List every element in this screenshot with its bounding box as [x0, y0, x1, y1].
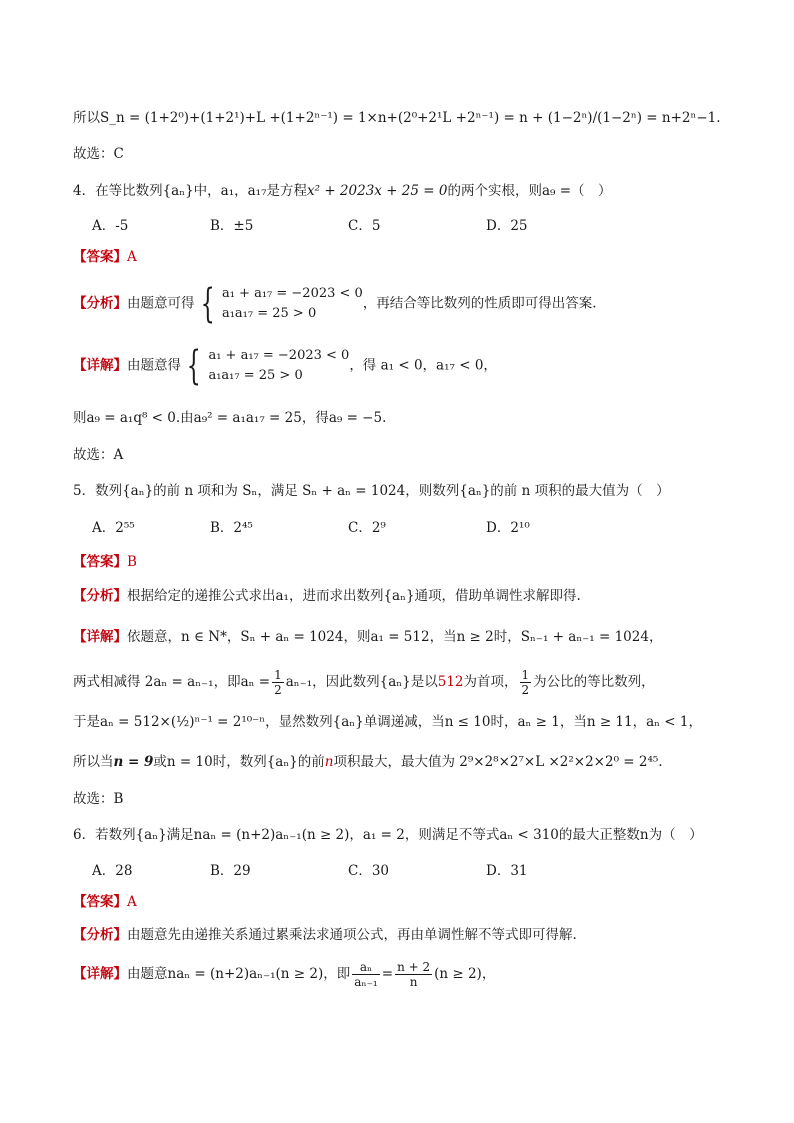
- q5-detail-line2: 两式相减得 2aₙ = aₙ₋₁，即aₙ = $\frac{1}{2}$ aₙ₋₁，因此数列{aₙ}是以512为首项， $\frac{1}{2}$ 为公比的等比数列，: [73, 668, 655, 697]
- q6-answer: 【答案】A: [73, 894, 137, 910]
- q5-detail-line3: 于是aₙ = 512×(½)ⁿ⁻¹ = 2¹⁰⁻ⁿ，显然数列{aₙ}单调递减，当n ≤ 10时，aₙ ≥ 1，当n ≥ 11，aₙ < 1，: [73, 714, 702, 730]
- q5-stem: 5．数列{aₙ}的前 n 项和为 Sₙ，满足 Sₙ + aₙ = 1024，则数列{aₙ}的前 n 项积的最大值为（ ）: [73, 483, 670, 499]
- q5-option-a: A．2⁵⁵: [92, 520, 135, 536]
- q6-option-d: D．31: [486, 863, 528, 879]
- q4-choice: 故选：A: [73, 447, 124, 463]
- q5-choice: 故选：B: [73, 791, 124, 807]
- q6-stem: 6．若数列{aₙ}满足naₙ = (n+2)aₙ₋₁(n ≥ 2)，a₁ = 2，则满足不等式aₙ < 310的最大正整数n为（ ）: [73, 827, 703, 843]
- q4-option-a: A．-5: [92, 218, 129, 234]
- q5-option-d: D．2¹⁰: [486, 520, 530, 536]
- q6-option-a: A．28: [92, 863, 133, 879]
- q5-option-b: B．2⁴⁵: [210, 520, 253, 536]
- q4-option-d: D．25: [486, 218, 528, 234]
- q5-answer: 【答案】B: [73, 554, 137, 570]
- q4-detail: 【详解】由题意得 { a₁ + a₁₇ = −2023 < 0 a₁a₁₇ = 25 > 0 ，得 a₁ < 0，a₁₇ < 0，: [73, 343, 497, 389]
- q4-answer: 【答案】A: [73, 249, 137, 265]
- q4-option-b: B．±5: [210, 218, 254, 234]
- q3-sum-line: 所以S_n = (1+2⁰)+(1+2¹)+L +(1+2ⁿ⁻¹) = 1×n+(2⁰+2¹L +2ⁿ⁻¹) = n + (1−2ⁿ)/(1−2ⁿ) = n+2ⁿ−1.: [73, 110, 721, 126]
- q6-option-b: B．29: [210, 863, 251, 879]
- q5-analysis: 【分析】根据给定的递推公式求出a₁，进而求出数列{aₙ}通项，借助单调性求解即得.: [73, 588, 581, 604]
- q4-stem: 4．在等比数列{aₙ}中，a₁，a₁₇是方程x² + 2023x + 25 = 0的两个实根，则a₉ =（ ）: [73, 183, 612, 199]
- q5-option-c: C．2⁹: [348, 520, 386, 536]
- q4-detail-line2: 则a₉ = a₁q⁸ < 0.由a₉² = a₁a₁₇ = 25，得a₉ = −5.: [73, 410, 387, 426]
- q4-option-c: C．5: [348, 218, 381, 234]
- q4-analysis: 【分析】由题意可得 { a₁ + a₁₇ = −2023 < 0 a₁a₁₇ = 25 > 0 ，再结合等比数列的性质即可得出答案.: [73, 281, 597, 327]
- q5-detail-line1: 【详解】依题意，n ∈ N*，Sₙ + aₙ = 1024，则a₁ = 512，当n ≥ 2时，Sₙ₋₁ + aₙ₋₁ = 1024，: [73, 629, 663, 645]
- q6-option-c: C．30: [348, 863, 390, 879]
- q3-choice: 故选：C: [73, 146, 124, 162]
- q5-detail-line4: 所以当n = 9或n = 10时，数列{aₙ}的前n项积最大，最大值为 2⁹×2⁸×2⁷×L ×2²×2×2⁰ = 2⁴⁵.: [73, 754, 663, 770]
- q6-detail: 【详解】由题意naₙ = (n+2)aₙ₋₁(n ≥ 2)，即 $\frac{\text{aₙ}}{\text{aₙ₋₁}}$ = $\frac{n + 2}{n}$ (n ≥ 2)，: [73, 960, 496, 989]
- q6-analysis: 【分析】由题意先由递推关系通过累乘法求通项公式，再由单调性解不等式即可得解.: [73, 927, 577, 943]
